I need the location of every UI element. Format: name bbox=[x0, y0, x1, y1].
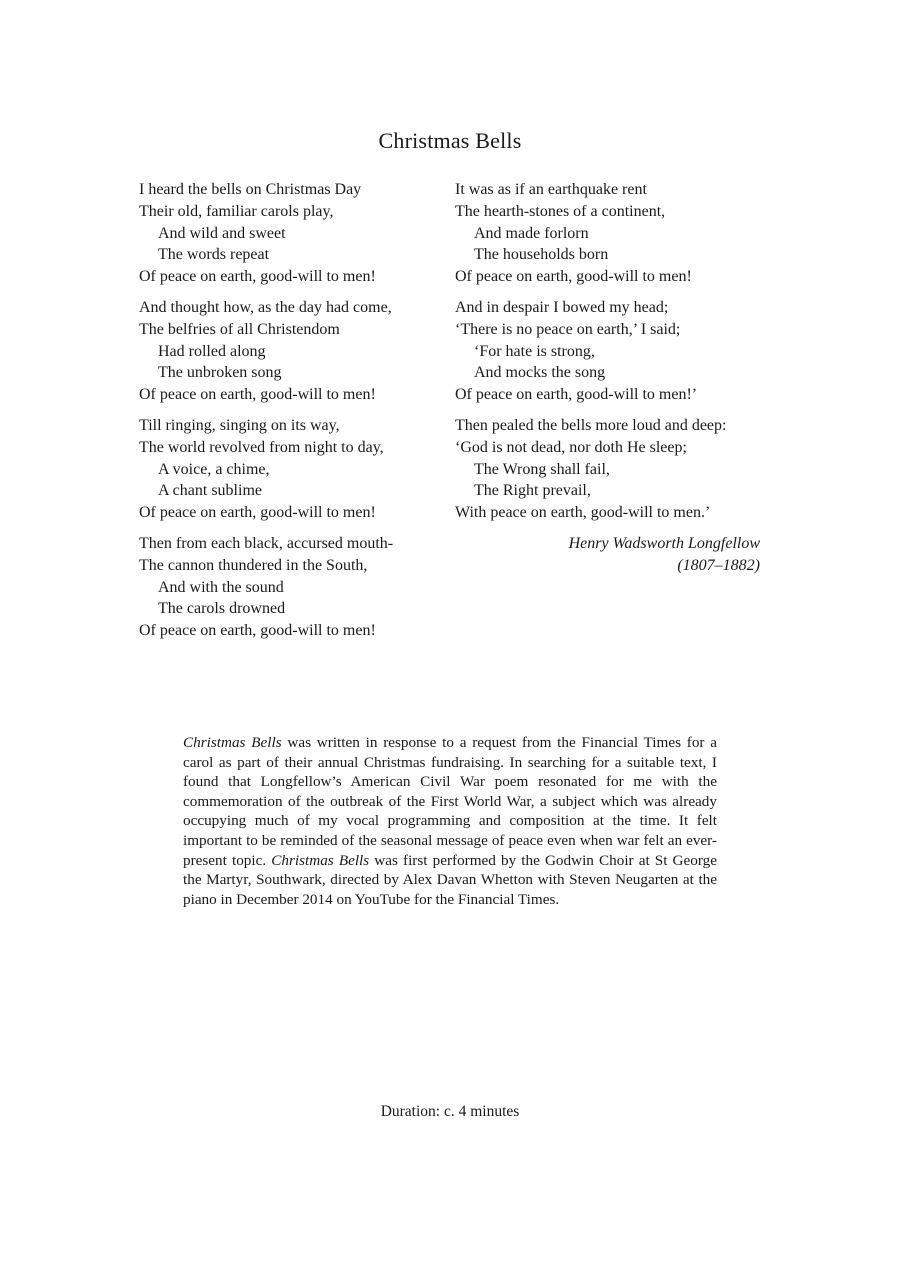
poem-line: And in despair I bowed my head; bbox=[455, 298, 669, 316]
poem-line: Of peace on earth, good-will to men! bbox=[139, 268, 376, 286]
poem-line: Their old, familiar carols play, bbox=[139, 202, 334, 220]
poem-line: ‘There is no peace on earth,’ I said; bbox=[455, 320, 681, 338]
poem-line: And made forlorn bbox=[474, 224, 589, 242]
poem-line: Of peace on earth, good-will to men! bbox=[455, 268, 692, 286]
poem-line: A voice, a chime, bbox=[158, 460, 270, 478]
poem-right-column bbox=[455, 179, 760, 577]
poem-line: I heard the bells on Christmas Day bbox=[139, 181, 362, 198]
poem-line: Of peace on earth, good-will to men! bbox=[139, 386, 376, 404]
poem-line: And with the sound bbox=[158, 578, 284, 596]
stanza-5 bbox=[455, 179, 760, 288]
stanza-4 bbox=[139, 533, 439, 642]
poem-line: A chant sublime bbox=[158, 482, 262, 500]
poem-line: The cannon thundered in the South, bbox=[139, 556, 368, 574]
note-work-title: Christmas Bells bbox=[271, 851, 370, 869]
poem-line: It was as if an earthquake rent bbox=[455, 181, 647, 198]
poem-line: The words repeat bbox=[158, 246, 270, 264]
poem-line: With peace on earth, good-will to men.’ bbox=[455, 504, 711, 522]
poem-line: The Wrong shall fail, bbox=[474, 460, 610, 478]
poem-line: The unbroken song bbox=[158, 364, 282, 382]
poem-line: Had rolled along bbox=[158, 342, 266, 360]
poem-line: ‘For hate is strong, bbox=[474, 342, 595, 360]
poem-line: The households born bbox=[474, 246, 609, 264]
poem-line: Then from each black, accursed mouth- bbox=[139, 534, 394, 552]
poem-line: Of peace on earth, good-will to men!’ bbox=[455, 386, 698, 404]
poem-line: The carols drowned bbox=[158, 600, 286, 618]
poem-line: ‘God is not dead, nor doth He sleep; bbox=[455, 438, 687, 456]
program-note bbox=[183, 733, 717, 909]
poem-left-column bbox=[139, 179, 439, 651]
poem-line: The world revolved from night to day, bbox=[139, 438, 384, 456]
poem-line: And mocks the song bbox=[474, 364, 606, 382]
poem-title: Christmas Bells bbox=[378, 128, 522, 153]
poem-line: And wild and sweet bbox=[158, 224, 286, 242]
poem-line: The hearth-stones of a continent, bbox=[455, 202, 666, 220]
duration-text: Duration: c. 4 minutes bbox=[380, 1103, 520, 1120]
poem-line: Of peace on earth, good-will to men! bbox=[139, 504, 376, 522]
poem-line: The belfries of all Christendom bbox=[139, 320, 340, 338]
note-text: was written in response to a request from the Financial Times for a carol as part of their annual Christmas fundraising. In searching for a suitable text, I found that Longfellow’s American Civil War poem resonated for me with the commemoration of the outbreak of the First World War, a subject which was already occupying much of my vocal programming and composition at the time. It felt important to be reminded of the seasonal message of peace even when war felt an ever-present topic. bbox=[183, 734, 717, 869]
poem-line: And thought how, as the day had come, bbox=[139, 298, 392, 316]
poem-line: The Right prevail, bbox=[474, 482, 591, 500]
poem-line: Till ringing, singing on its way, bbox=[139, 416, 340, 434]
author-name: Henry Wadsworth Longfellow bbox=[568, 534, 760, 552]
poem-line: Then pealed the bells more loud and deep: bbox=[455, 416, 727, 434]
poem-line: Of peace on earth, good-will to men! bbox=[139, 622, 376, 640]
poem-attribution bbox=[455, 533, 760, 577]
note-work-title: Christmas Bells bbox=[183, 734, 282, 751]
stanza-3 bbox=[139, 415, 439, 524]
stanza-1 bbox=[139, 179, 439, 288]
stanza-6 bbox=[455, 297, 760, 406]
stanza-7 bbox=[455, 415, 760, 524]
note-text: was first performed by the Godwin Choir at St George the Martyr, Southwark, directed by Alex Davan Whetton with Steven Neugarten at the piano in December 2014 on YouTube for the Financial Times. bbox=[183, 851, 717, 908]
stanza-2 bbox=[139, 297, 439, 406]
author-dates: (1807–1882) bbox=[677, 556, 760, 574]
